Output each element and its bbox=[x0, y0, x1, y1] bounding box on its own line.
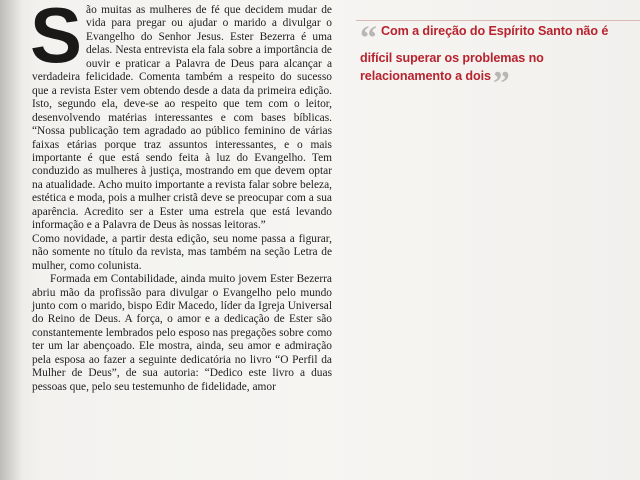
pull-quote bbox=[360, 20, 620, 102]
article-column bbox=[30, 0, 332, 394]
binding-shadow bbox=[0, 0, 22, 480]
drop-cap: S bbox=[30, 0, 83, 79]
paragraph-novidade: Como novidade, a partir desta edição, seu nome passa a figurar, não somente no título da revista, mas também na seção Letra de mulher, como colunista. bbox=[32, 232, 332, 272]
pull-quote-text: Com a direção do Espírito Santo não é difícil superar os problemas no relacionamento a dois bbox=[360, 24, 609, 83]
paragraph-formada: Formada em Contabilidade, ainda muito jovem Ester Bezerra abriu mão da profissão para divulgar o Evangelho pelo mundo junto com o marido, bispo Edir Macedo, líder da Igreja Universal do Reino de Deus. A força, o amor e a dedicação de Ester são constantemente lembrados pelo esposo nas pregações sobre como ter um lar abençoado. Ele mostra, ainda, seu amor e admiração pela esposa ao fazer a seguinte dedicatória no livro “O Perfil da Mulher de Deus”, de sua autoria: “Dedico este livro a duas pessoas que, pelo seu testemunho de fidelidade, amor bbox=[32, 273, 332, 393]
lead-paragraph bbox=[30, 0, 332, 233]
quote-close-mark: ” bbox=[492, 65, 510, 102]
lead-paragraph-text: ão muitas as mulheres de fé que decidem mudar de vida para pregar ou ajudar o marido a divulgar o Evangelho do Senhor Jesus. Ester Bezerra é uma delas. Nesta entrevista ela fala sobre a importância de ouvir e praticar a Palavra de Deus para alcançar a verdadeira felicidade. Comenta também a respeito do sucesso que a revista Ester vem obtendo desde a data da primeira edição. Isto, segundo ela, deve-se ao respeito que tem com o leitor, desenvolvendo matérias interessantes e com bases bíblicas. “Nossa publicação tem agradado ao público feminino de várias faixas etárias porque traz assuntos interessantes, e o mais importante é que está sendo feita à luz do Evangelho. Tem conduzido as mulheres à justiça, mostrando em que devem optar na atualidade. Acho muito importante a revista falar sobre beleza, estética e moda, pois a mulher cristã deve se preocupar com a sua aparência. Acredito ser a Ester uma estrela que está levando informação e a Palavra de Deus às nossas leitoras.” bbox=[32, 4, 332, 232]
pull-quote-rule bbox=[356, 20, 640, 21]
quote-open-mark: “ bbox=[360, 20, 377, 57]
